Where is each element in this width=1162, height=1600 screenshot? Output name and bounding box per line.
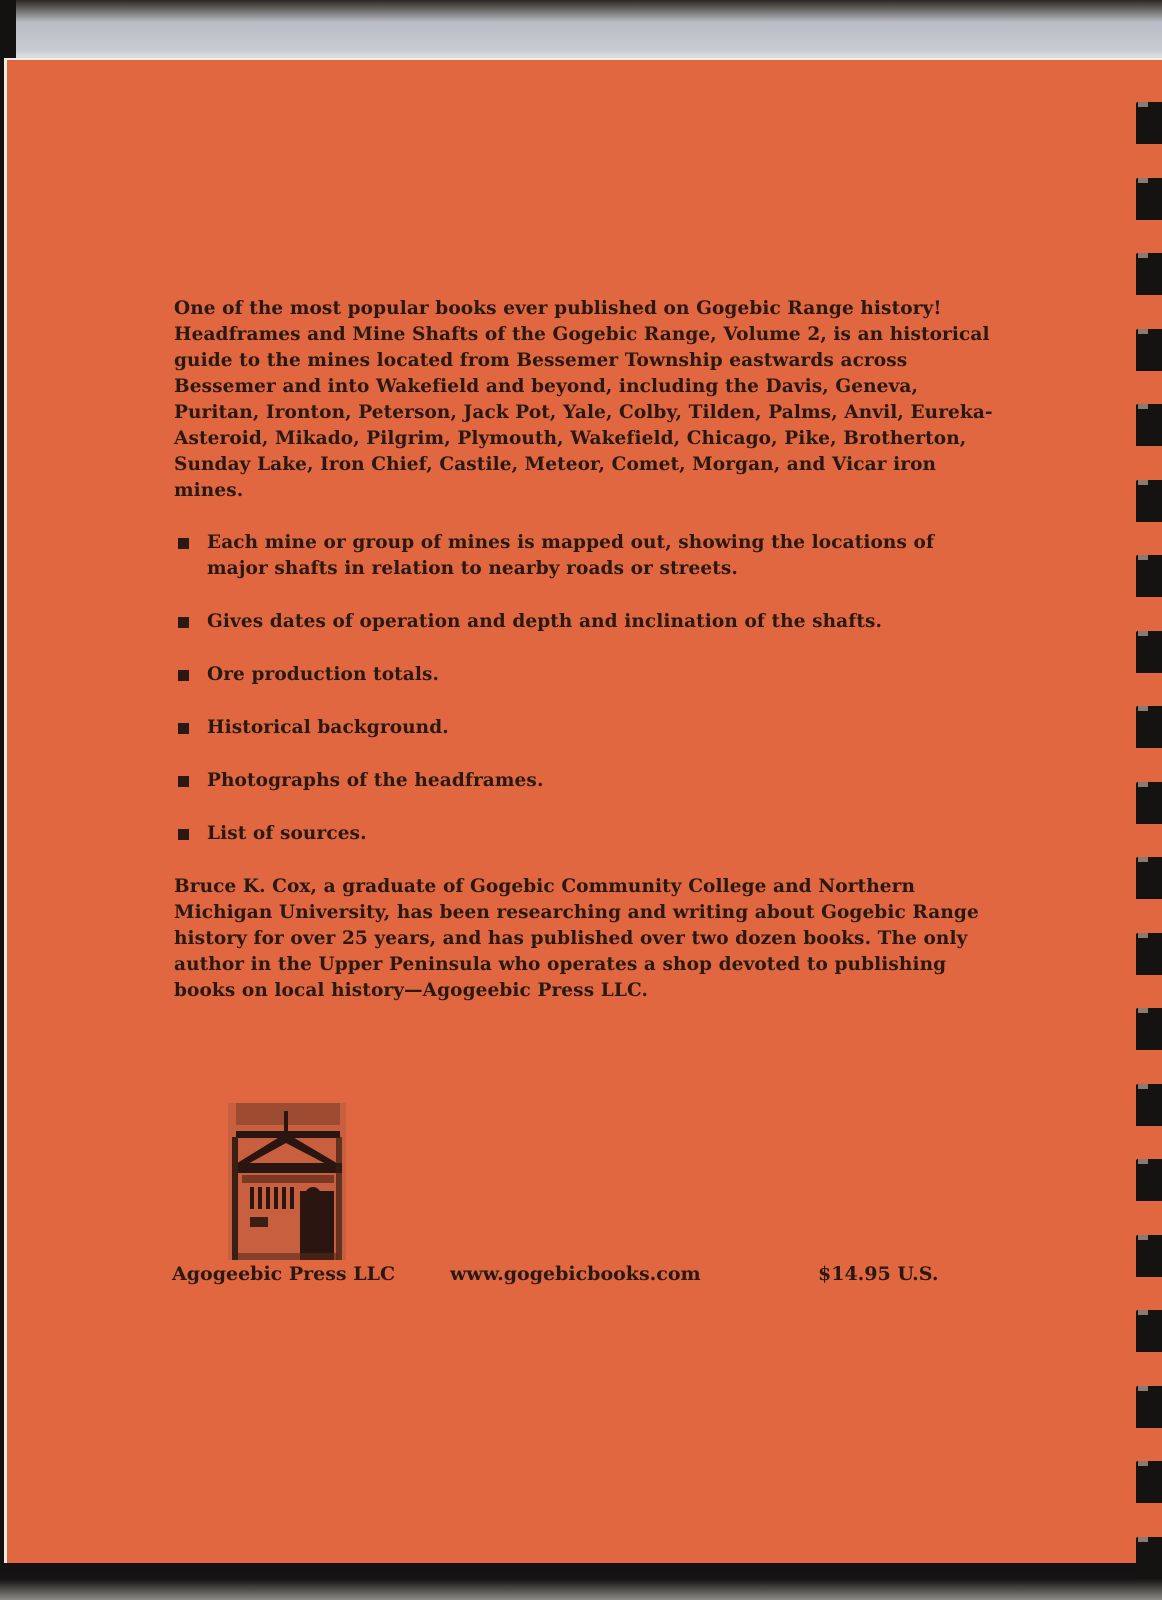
binding-coil-hole [1136, 1235, 1162, 1277]
cover-footer [172, 1263, 972, 1293]
binding-coil-hole [1136, 329, 1162, 371]
square-bullet-icon [178, 723, 189, 734]
binding-coil-hole [1136, 1461, 1162, 1503]
binding-coil-hole [1136, 1008, 1162, 1050]
binding-coil-hole [1136, 706, 1162, 748]
publisher-name: Agogeebic Press LLC [172, 1263, 396, 1285]
binding-coil-hole [1136, 1159, 1162, 1201]
cover-text [174, 296, 994, 1004]
feature-item: Gives dates of operation and depth and inclination of the shafts. [174, 609, 994, 635]
binding-coil-hole [1136, 631, 1162, 673]
feature-item: Ore production totals. [174, 662, 994, 688]
scan-background-bottom [0, 1563, 1162, 1600]
binding-coil-hole [1136, 253, 1162, 295]
square-bullet-icon [178, 829, 189, 840]
binding-coil-hole [1136, 1537, 1162, 1579]
binding-coil-hole [1136, 1310, 1162, 1352]
feature-item: Photographs of the headframes. [174, 768, 994, 794]
author-bio: Bruce K. Cox, a graduate of Gogebic Community College and Northern Michigan University, has been researching and writing about Gogebic Range history for over 25 years, and has published over two dozen books. The only author in the Upper Peninsula who operates a shop devoted to publishing books on local history—Agogeebic Press LLC. [174, 876, 979, 1001]
binding-coil-hole [1136, 1084, 1162, 1126]
binding-coil-hole [1136, 178, 1162, 220]
headframe-building-photo-icon [228, 1103, 346, 1260]
feature-item: Historical background. [174, 715, 994, 741]
publisher-website: www.gogebicbooks.com [450, 1263, 701, 1285]
feature-item: Each mine or group of mines is mapped out, showing the locations of major shafts in relation to nearby roads or streets. [174, 530, 994, 582]
binding-coil-hole [1136, 555, 1162, 597]
binding-coil-hole [1136, 102, 1162, 144]
binding-coil-hole [1136, 1386, 1162, 1428]
square-bullet-icon [178, 670, 189, 681]
binding-coil-hole [1136, 782, 1162, 824]
feature-list [174, 530, 994, 847]
square-bullet-icon [178, 538, 189, 549]
feature-item: List of sources. [174, 821, 994, 847]
book-description: One of the most popular books ever published on Gogebic Range history! Headframes and Mine Shafts of the Gogebic Range, Volume 2, is an historical guide to the mines located from Bessemer Township eastwards across Bessemer and into Wakefield and beyond, including the Davis, Geneva, Puritan, Ironton, Peterson, Jack Pot, Yale, Colby, Tilden, Palms, Anvil, Eureka-Asteroid, Mikado, Pilgrim, Plymouth, Wakefield, Chicago, Pike, Brotherton, Sunday Lake, Iron Chief, Castile, Meteor, Comet, Morgan, and Vicar iron mines. [174, 298, 993, 501]
binding-coil-hole [1136, 480, 1162, 522]
scan-background-top [16, 0, 1162, 58]
binding-coil-hole [1136, 404, 1162, 446]
square-bullet-icon [178, 617, 189, 628]
binding-coil-hole [1136, 857, 1162, 899]
square-bullet-icon [178, 776, 189, 787]
price: $14.95 U.S. [818, 1263, 939, 1285]
binding-coil-hole [1136, 933, 1162, 975]
